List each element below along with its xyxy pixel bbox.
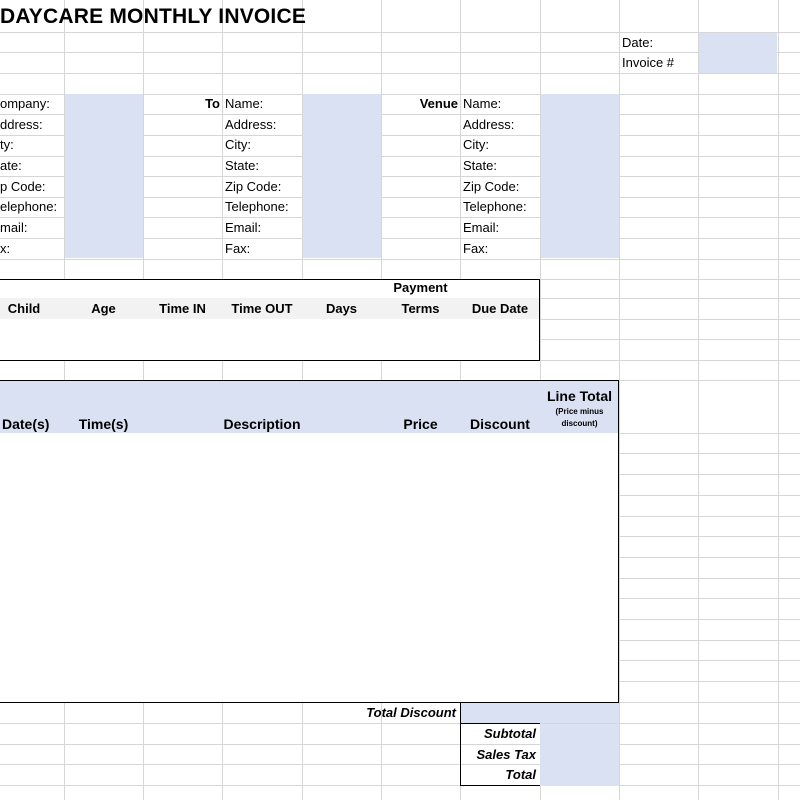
invoice-title: DAYCARE MONTHLY INVOICE [0, 5, 307, 28]
to-fax-label: Fax: [225, 241, 251, 256]
description-col-header: Description [223, 416, 301, 432]
price-col-header: Price [403, 416, 438, 432]
time-out-col-header: Time OUT [231, 301, 293, 316]
venue-name-label: Name: [463, 96, 502, 111]
from-fax-label: x: [0, 241, 11, 256]
age-col-header: Age [91, 301, 116, 316]
from-company-label: ompany: [0, 96, 50, 111]
venue-email-label: Email: [463, 220, 500, 235]
venue-city-label: City: [463, 137, 489, 152]
from-address-label: ddress: [0, 117, 43, 132]
line-total-col-header: Line Total [546, 388, 613, 404]
venue-input-cells[interactable] [541, 94, 619, 258]
dates-col-header: Date(s) [2, 416, 50, 432]
date-invoice-input-cells[interactable] [699, 33, 777, 73]
sales-tax-label: Sales Tax [476, 747, 536, 762]
venue-zip-label: Zip Code: [463, 179, 520, 194]
from-city-label: ty: [0, 137, 14, 152]
total-discount-border [460, 702, 461, 724]
venue-state-label: State: [463, 158, 497, 173]
venue-telephone-label: Telephone: [463, 199, 527, 214]
to-address-label: Address: [225, 117, 277, 132]
to-city-label: City: [225, 137, 251, 152]
to-state-label: State: [225, 158, 259, 173]
totals-input-cells[interactable] [540, 724, 619, 786]
child-col-header: Child [7, 301, 41, 316]
from-email-label: mail: [0, 220, 28, 235]
to-input-cells[interactable] [303, 94, 381, 258]
subtotal-label: Subtotal [484, 726, 536, 741]
time-in-col-header: Time IN [159, 301, 206, 316]
to-telephone-label: Telephone: [225, 199, 289, 214]
line-total-note-line2: discount) [561, 419, 598, 428]
venue-heading: Venue [419, 96, 458, 111]
from-telephone-label: elephone: [0, 199, 58, 214]
invoice-number-label: Invoice # [622, 55, 675, 70]
total-label: Total [505, 767, 536, 782]
from-input-cells[interactable] [65, 94, 143, 258]
total-discount-label: Total Discount [366, 705, 456, 720]
payment-terms-header-line1: Payment [393, 280, 448, 295]
to-zip-label: Zip Code: [225, 179, 282, 194]
times-col-header: Time(s) [78, 416, 129, 432]
from-zip-label: p Code: [0, 179, 46, 194]
to-email-label: Email: [225, 220, 262, 235]
from-state-label: ate: [0, 158, 22, 173]
venue-address-label: Address: [463, 117, 515, 132]
to-heading: To [205, 96, 220, 111]
date-label: Date: [622, 35, 654, 50]
days-col-header: Days [325, 301, 358, 316]
total-discount-input-cells[interactable] [461, 703, 619, 723]
discount-col-header: Discount [470, 416, 530, 432]
venue-fax-label: Fax: [463, 241, 489, 256]
line-total-note-line1: (Price minus [555, 407, 604, 416]
to-name-label: Name: [225, 96, 264, 111]
payment-terms-header-line2: Terms [401, 301, 440, 316]
due-date-col-header: Due Date [471, 301, 529, 316]
